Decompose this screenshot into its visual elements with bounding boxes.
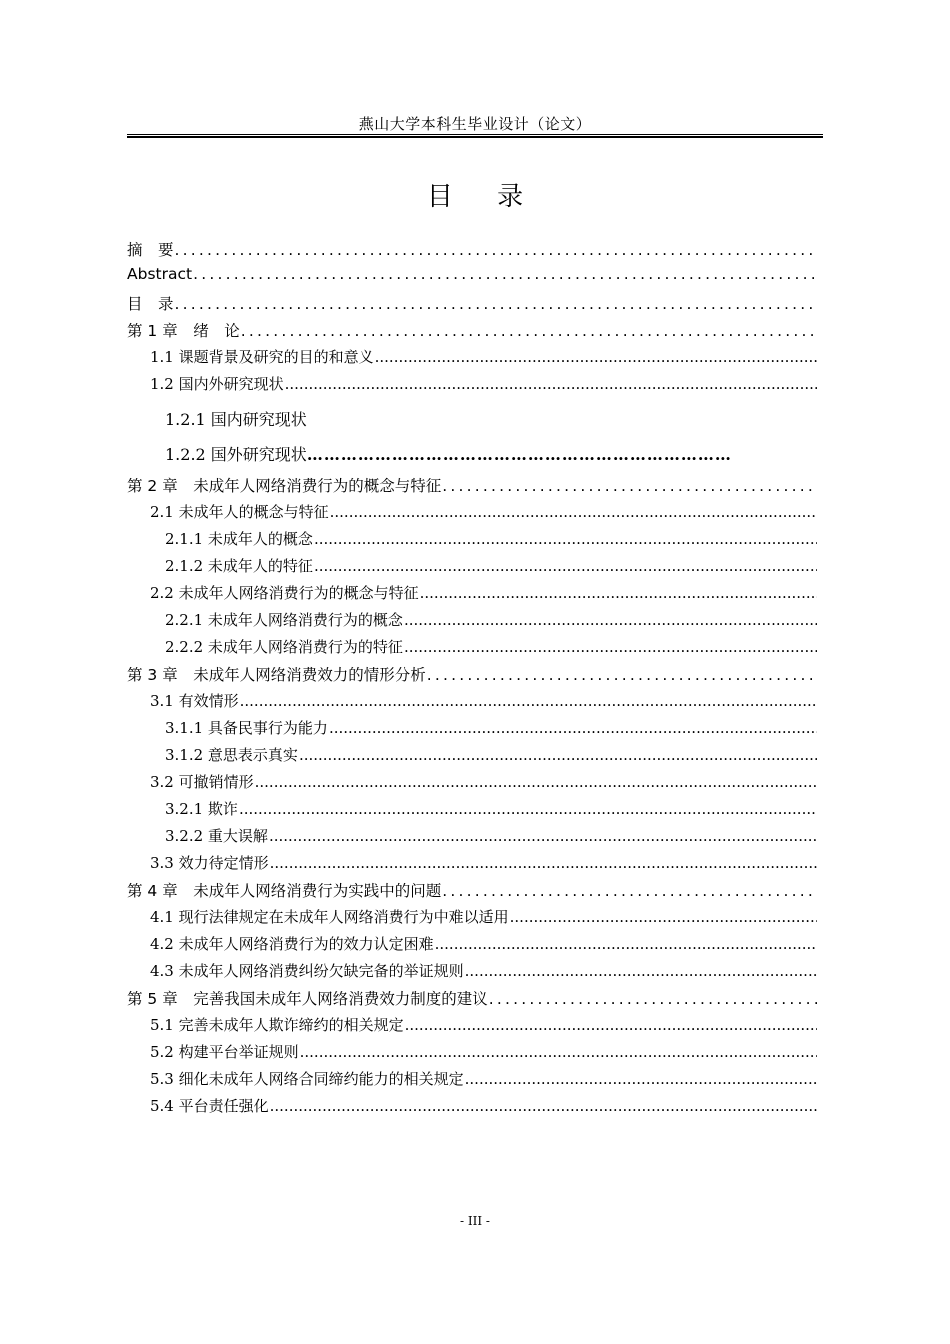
toc-entry-label: 第 4 章 未成年人网络消费行为实践中的问题	[127, 882, 442, 900]
toc-entry-label: 5.4 平台责任强化	[150, 1097, 269, 1115]
toc-leader	[285, 375, 817, 393]
toc-entry-label: 第 1 章 绪 论	[127, 322, 240, 340]
toc-section-entry[interactable]	[127, 1068, 817, 1089]
toc-section-entry[interactable]	[127, 933, 817, 954]
toc-entry-label: 3.2.1 欺诈	[165, 800, 238, 818]
toc-chapter-entry[interactable]	[127, 987, 817, 1009]
toc-leader	[239, 800, 817, 818]
toc-entry-label: 3.1 有效情形	[150, 692, 239, 710]
running-header: 燕山大学本科生毕业设计（论文）	[358, 115, 592, 133]
toc-leader	[405, 1016, 817, 1034]
toc-leader	[435, 935, 817, 953]
header-rule-thick	[127, 136, 823, 138]
toc-entry-label: 1.2.1 国内研究现状	[165, 410, 307, 429]
toc-entry-label: 5.3 细化未成年人网络合同缔约能力的相关规定	[150, 1070, 464, 1088]
toc-leader	[375, 348, 817, 366]
toc-leader	[175, 241, 817, 259]
toc-subsection-entry[interactable]	[127, 744, 817, 765]
toc-leader	[330, 503, 817, 521]
toc-entry-label: 2.2.2 未成年人网络消费行为的特征	[165, 638, 403, 656]
toc-section-entry[interactable]	[127, 1041, 817, 1062]
toc-entry-label: 3.2 可撤销情形	[150, 773, 254, 791]
toc-entry-label: 2.1.2 未成年人的特征	[165, 557, 313, 575]
toc-section-entry[interactable]	[127, 960, 817, 981]
toc-entry-label: 5.2 构建平台举证规则	[150, 1043, 299, 1061]
toc-leader	[255, 773, 817, 791]
page-number: - III -	[460, 1214, 490, 1228]
toc-subsection-entry[interactable]	[127, 798, 817, 819]
header-rule-thin	[127, 134, 823, 135]
toc-leader	[489, 990, 817, 1008]
toc-entry-label: 5.1 完善未成年人欺诈缔约的相关规定	[150, 1016, 404, 1034]
toc-subsection-entry[interactable]	[127, 555, 817, 576]
toc-section-entry[interactable]	[127, 501, 817, 522]
toc-section-entry[interactable]	[127, 771, 817, 792]
toc-chapter-entry[interactable]	[127, 879, 817, 901]
toc-entry[interactable]	[127, 265, 817, 283]
toc-chapter-entry[interactable]	[127, 319, 817, 341]
toc-entry-label: 3.1.1 具备民事行为能力	[165, 719, 328, 737]
toc-leader	[175, 295, 817, 313]
toc-leader	[420, 584, 817, 602]
toc-entry-label: 目 录	[127, 295, 174, 313]
toc-leader: …………………………………………………………………	[306, 445, 732, 464]
toc-leader	[314, 530, 817, 548]
toc-leader	[270, 854, 817, 872]
toc-entry-label: 3.3 效力待定情形	[150, 854, 269, 872]
toc-leader	[300, 1043, 817, 1061]
toc-leader	[241, 322, 817, 340]
toc-leader	[404, 638, 817, 656]
toc-section-entry[interactable]	[127, 906, 817, 927]
toc-section-entry[interactable]	[127, 690, 817, 711]
toc-section-entry[interactable]	[127, 1095, 817, 1116]
toc-entry-label: 1.2 国内外研究现状	[150, 375, 284, 393]
toc-entry-label: 2.1 未成年人的概念与特征	[150, 503, 329, 521]
toc-entry-label: 4.3 未成年人网络消费纠纷欠缺完备的举证规则	[150, 962, 464, 980]
toc-entry-label: 4.1 现行法律规定在未成年人网络消费行为中难以适用	[150, 908, 509, 926]
toc-leader	[240, 692, 817, 710]
toc-entry-label: 3.2.2 重大误解	[165, 827, 268, 845]
toc-leader	[329, 719, 817, 737]
toc-entry[interactable]	[127, 292, 817, 314]
toc-entry-label: 2.2.1 未成年人网络消费行为的概念	[165, 611, 403, 629]
toc-entry-label: 4.2 未成年人网络消费行为的效力认定困难	[150, 935, 434, 953]
toc-leader	[427, 666, 817, 684]
toc-leader	[269, 827, 817, 845]
toc-entry-label: 摘 要	[127, 241, 174, 259]
toc-section-entry[interactable]	[127, 373, 817, 394]
toc-entry-label: 1.1 课题背景及研究的目的和意义	[150, 348, 374, 366]
toc-subsection-entry[interactable]	[127, 609, 817, 630]
toc-leader	[404, 611, 817, 629]
toc-section-entry[interactable]	[127, 346, 817, 367]
toc-entry-label: 2.2 未成年人网络消费行为的概念与特征	[150, 584, 419, 602]
toc-entry-label: 第 2 章 未成年人网络消费行为的概念与特征	[127, 477, 442, 495]
toc-entry-label: 第 5 章 完善我国未成年人网络消费效力制度的建议	[127, 990, 488, 1008]
toc-subsection-entry[interactable]	[127, 407, 817, 430]
page-title: 目 录	[426, 182, 542, 212]
toc-entry-label: Abstract	[127, 265, 193, 283]
toc-section-entry[interactable]	[127, 582, 817, 603]
toc-entry-label: 2.1.1 未成年人的概念	[165, 530, 313, 548]
toc-leader	[465, 1070, 817, 1088]
toc-section-entry[interactable]	[127, 852, 817, 873]
toc-entry-label: 第 3 章 未成年人网络消费效力的情形分析	[127, 666, 426, 684]
toc-subsection-entry[interactable]	[127, 636, 817, 657]
toc-entry-label: 3.1.2 意思表示真实	[165, 746, 298, 764]
toc-subsection-entry[interactable]	[127, 825, 817, 846]
toc-chapter-entry[interactable]	[127, 474, 817, 496]
toc-subsection-entry[interactable]	[127, 717, 817, 738]
toc-leader	[510, 908, 817, 926]
toc-section-entry[interactable]	[127, 1014, 817, 1035]
toc-entry-label: 1.2.2 国外研究现状	[165, 445, 307, 464]
toc-leader	[314, 557, 817, 575]
toc-entry[interactable]	[127, 238, 817, 260]
toc-chapter-entry[interactable]	[127, 663, 817, 685]
toc-leader	[270, 1097, 817, 1115]
toc-leader	[442, 477, 817, 495]
toc-subsection-entry[interactable]	[127, 528, 817, 549]
toc-leader	[193, 265, 817, 283]
toc-leader	[465, 962, 817, 980]
toc-leader	[299, 746, 817, 764]
toc-leader	[442, 882, 817, 900]
toc-subsection-entry[interactable]	[127, 442, 817, 465]
